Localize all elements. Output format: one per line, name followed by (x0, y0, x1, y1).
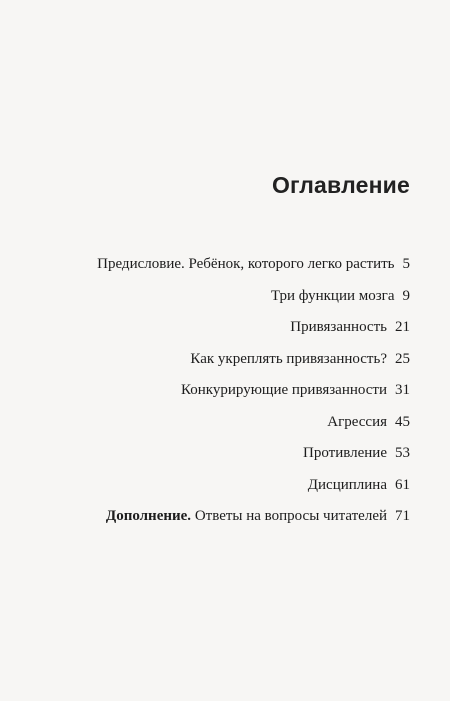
toc-entry (50, 256, 410, 288)
toc-entry-title: Противление (303, 445, 387, 461)
toc-entry-page: 9 (402, 287, 410, 304)
toc-entry-title: Три функции мозга (270, 287, 395, 304)
toc-entry-title: Привязанность (290, 319, 387, 335)
toc-entry-title-wrapper (106, 508, 387, 525)
toc-entry (50, 351, 410, 383)
toc-entry (50, 319, 410, 351)
toc-entry-page: 45 (395, 413, 410, 430)
toc-entry (50, 382, 410, 414)
toc-entry-page: 61 (395, 476, 410, 493)
toc-entry-title: Ответы на вопросы читателей (191, 508, 387, 524)
toc-entry-title: Конкурирующие привязанности (181, 382, 387, 398)
toc-entry-page: 21 (395, 319, 410, 335)
toc-heading: Оглавление (271, 172, 410, 198)
toc-list (50, 256, 410, 540)
toc-entry-title: Предисловие. Ребёнок, которого легко растить (97, 256, 395, 272)
toc-entry (50, 508, 410, 540)
toc-entry-page: 71 (395, 508, 410, 524)
toc-entry (50, 477, 410, 509)
toc-entry-title: Как укреплять привязанность? (190, 350, 387, 367)
toc-entry-page: 53 (395, 445, 410, 461)
toc-entry (50, 288, 410, 320)
toc-entry-page: 31 (395, 382, 410, 398)
toc-entry-page: 5 (402, 256, 410, 272)
toc-entry-title-bold: Дополнение. (105, 508, 192, 524)
toc-entry-page: 25 (395, 350, 410, 367)
toc-entry (50, 414, 410, 446)
toc-entry-title: Агрессия (327, 413, 387, 430)
toc-entry (50, 445, 410, 477)
toc-entry-title: Дисциплина (307, 476, 387, 493)
